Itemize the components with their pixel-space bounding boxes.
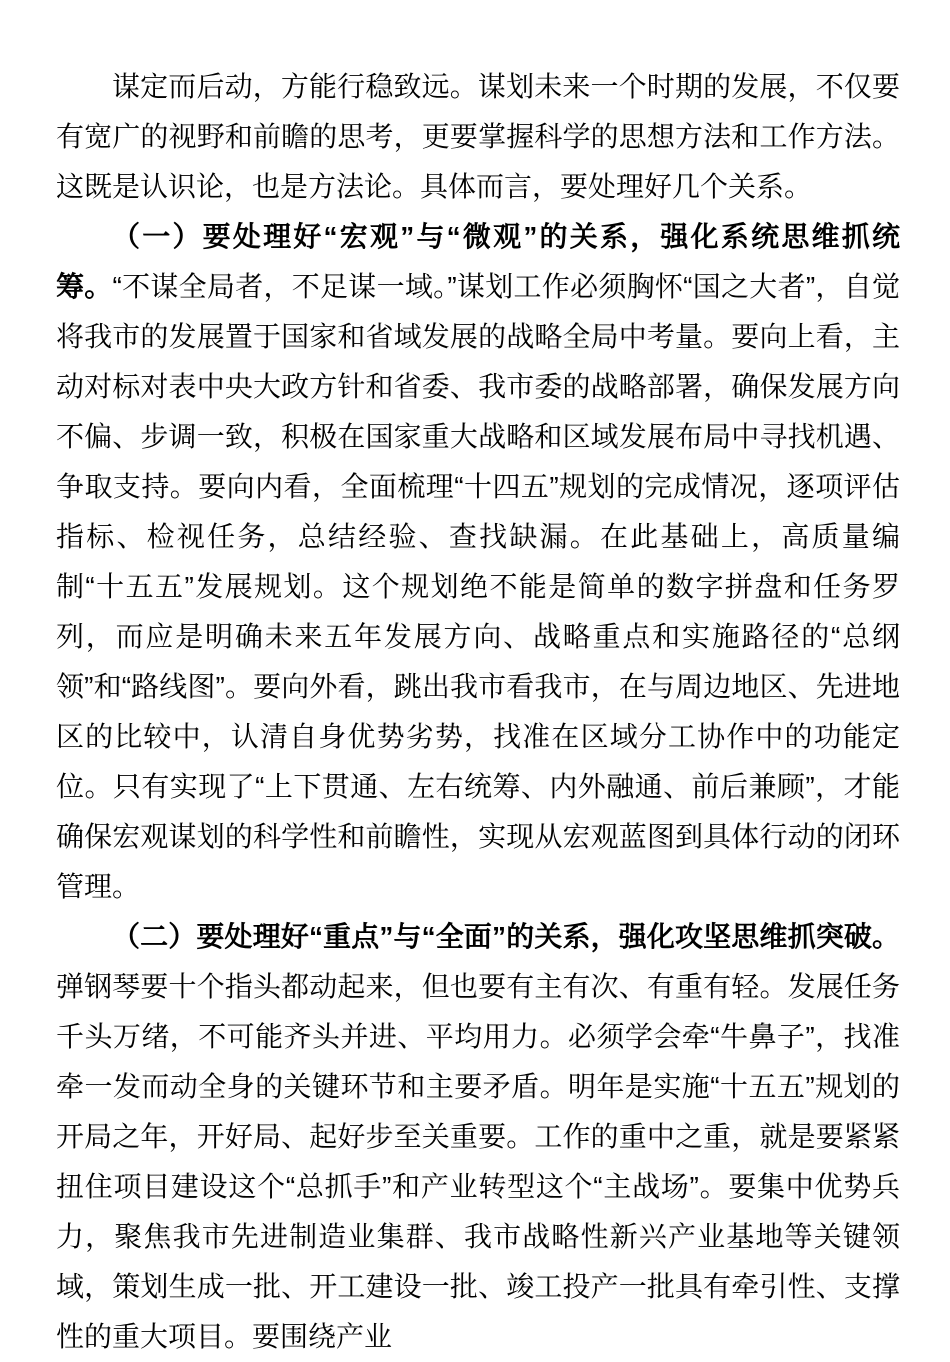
paragraph-intro xyxy=(56,62,900,212)
paragraph-section-1 xyxy=(56,212,900,912)
document-body xyxy=(56,62,900,1362)
paragraph-text: “不谋全局者，不足谋一域。”谋划工作必须胸怀“国之大者”，自觉将我市的发展置于国家和省域发展的战略全局中考量。要向上看，主动对标对表中央大政方针和省委、我市委的战略部署，确保发展方向不偏、步调一致，积极在国家重大战略和区域发展布局中寻找机遇、争取支持。要向内看，全面梳理“十四五”规划的完成情况，逐项评估指标、检视任务，总结经验、查找缺漏。在此基础上，高质量编制“十五五”发展规划。这个规划绝不能是简单的数字拼盘和任务罗列，而应是明确未来五年发展方向、战略重点和实施路径的“总纲领”和“路线图”。要向外看，跳出我市看我市，在与周边地区、先进地区的比较中，认清自身优势劣势，找准在区域分工协作中的功能定位。只有实现了“上下贯通、左右统筹、内外融通、前后兼顾”，才能确保宏观谋划的科学性和前瞻性，实现从宏观蓝图到具体行动的闭环管理。 xyxy=(56,271,900,902)
paragraph-text: 弹钢琴要十个指头都动起来，但也要有主有次、有重有轻。发展任务千头万绪，不可能齐头并进、平均用力。必须学会牵“牛鼻子”，找准牵一发而动全身的关键环节和主要矛盾。明年是实施“十五五”规划的开局之年，开好局、起好步至关重要。工作的重中之重，就是要紧紧扭住项目建设这个“总抓手”和产业转型这个“主战场”。要集中优势兵力，聚焦我市先进制造业集群、我市战略性新兴产业基地等关键领域，策划生成一批、开工建设一批、竣工投产一批具有牵引性、支撑性的重大项目。要围绕产业 xyxy=(56,971,900,1352)
section-2-heading: （二）要处理好“重点”与“全面”的关系，强化攻坚思维抓突破。 xyxy=(112,921,900,952)
paragraph-section-2 xyxy=(56,912,900,1362)
section-1-heading: （一）要处理好“宏观”与“微观”的关系，强化系统思维抓统筹。 xyxy=(56,221,900,302)
paragraph-text: 谋定而后动，方能行稳致远。谋划未来一个时期的发展，不仅要有宽广的视野和前瞻的思考，更要掌握科学的思想方法和工作方法。这既是认识论，也是方法论。具体而言，要处理好几个关系。 xyxy=(56,71,900,202)
